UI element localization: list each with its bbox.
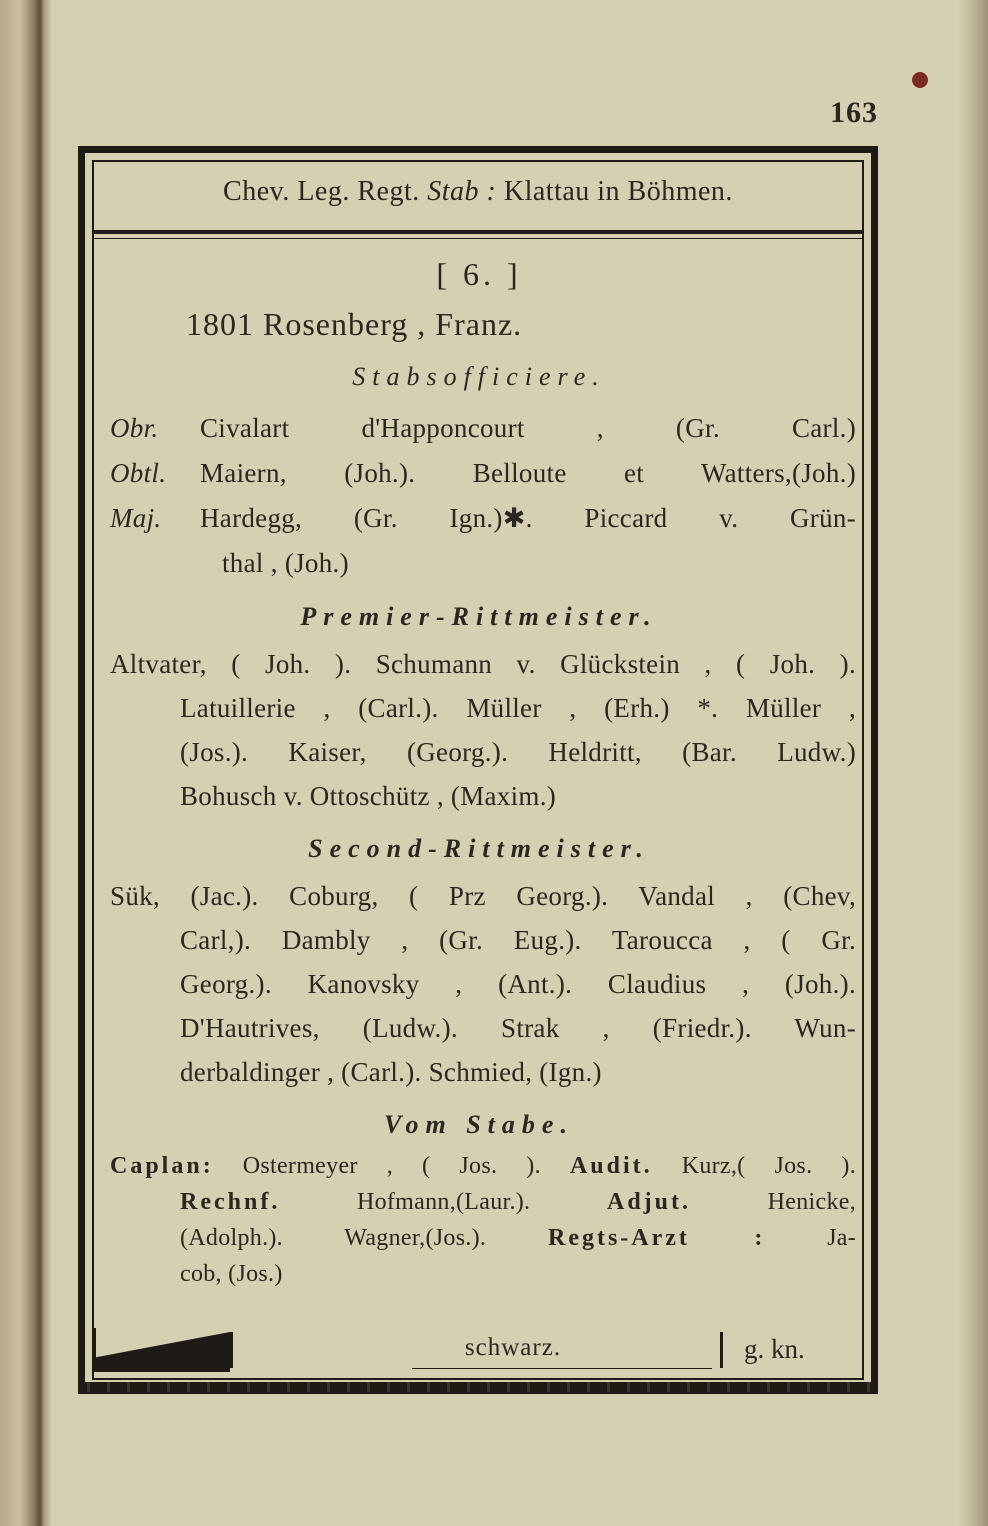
officer-row: (Jos.). Kaiser, (Georg.). Heldritt, (Bar. Ludw.) [180,737,856,767]
staff-row [110,1184,856,1220]
regiment-inhaber: 1801 Rosenberg , Franz. [186,306,523,342]
staff-role: Caplan: [110,1153,214,1179]
staff-names: Hofmann,(Laur.). [356,1189,531,1215]
officer-row: Altvater, ( Joh. ). Schumann v. Glückstein , ( Joh. ). [110,649,856,679]
uniform-color: schwarz. [464,1334,562,1361]
header-stab-label: Stab : [427,176,497,207]
uniform-footer [92,1328,864,1380]
staff-names: Henicke, [767,1189,856,1215]
officer-row [110,408,856,448]
staff-row [110,1148,856,1184]
staff-row [110,1256,856,1292]
uniform-buttons: g. kn. [744,1334,805,1364]
officer-names: Maiern, (Joh.). Belloute et Watters,(Joh.) [200,458,856,488]
officer-names: Hardegg, (Gr. Ign.)✱. Piccard v. Grün- [200,503,856,533]
officer-names: Civalart d'Happoncourt , (Gr. Carl.) [200,413,856,443]
page-gutter-left [0,0,52,1526]
ink-spot [912,72,928,88]
officer-row: derbaldinger , (Carl.). Schmied, (Ign.) [180,1057,602,1087]
officer-row: Sük, (Jac.). Coburg, ( Prz Georg.). Vandal , (Chev, [110,881,856,911]
header-location: Klattau in Böhmen. [503,176,733,207]
header-rule [92,230,864,234]
flag-pennant-icon [92,1328,230,1372]
staff-names: cob, (Jos.) [180,1261,283,1287]
officer-row: Carl,). Dambly , (Gr. Eug.). Taroucca , ( Gr. [180,925,856,955]
section-title-premier: Premier-Rittmeister. [300,602,658,631]
staff-role: Adjut. [607,1189,692,1215]
rank-label: Obr. [110,413,159,443]
regiment-entry [100,248,858,1308]
section-title-stabsofficiere: Stabsofficiere. [352,362,606,391]
officer-row: Latuillerie , (Carl.). Müller , (Erh.) *. Müller , [180,693,856,723]
footer-divider [230,1332,233,1368]
footer-rule [412,1368,712,1369]
header-rule-thin [92,238,864,239]
officer-row [110,453,856,493]
staff-role: Regts-Arzt : [547,1225,766,1251]
section-title-second: Second-Rittmeister. [308,834,650,863]
page-number: 163 [830,96,878,129]
officer-row: thal , (Joh.) [222,548,349,578]
regiment-header [92,170,864,220]
officer-row: Bohusch v. Ottoschütz , (Maxim.) [180,781,557,811]
officer-row: D'Hautrives, (Ludw.). Strak , (Friedr.). Wun- [180,1013,856,1043]
rank-label: Maj. [110,503,162,533]
staff-role: Rechnf. [180,1189,281,1215]
page-edge-right [958,0,988,1526]
header-prefix: Chev. Leg. Regt. [223,176,420,207]
staff-names: (Adolph.). Wagner,(Jos.). [180,1225,487,1251]
staff-names: Ostermeyer , ( Jos. ). [242,1153,541,1179]
staff-role: Audit. [569,1153,653,1179]
officer-row [110,498,856,538]
staff-row [110,1220,856,1256]
section-title-stabe: Vom Stabe. [384,1110,574,1139]
staff-names: Ja- [827,1225,856,1251]
rank-label: Obtl. [110,458,167,488]
officer-row: Georg.). Kanovsky , (Ant.). Claudius , (Joh.). [180,969,856,999]
footer-rule-bottom [78,1382,878,1392]
staff-names: Kurz,( Jos. ). [681,1153,857,1179]
footer-divider [720,1332,723,1368]
regiment-number: [ 6. ] [436,256,522,292]
